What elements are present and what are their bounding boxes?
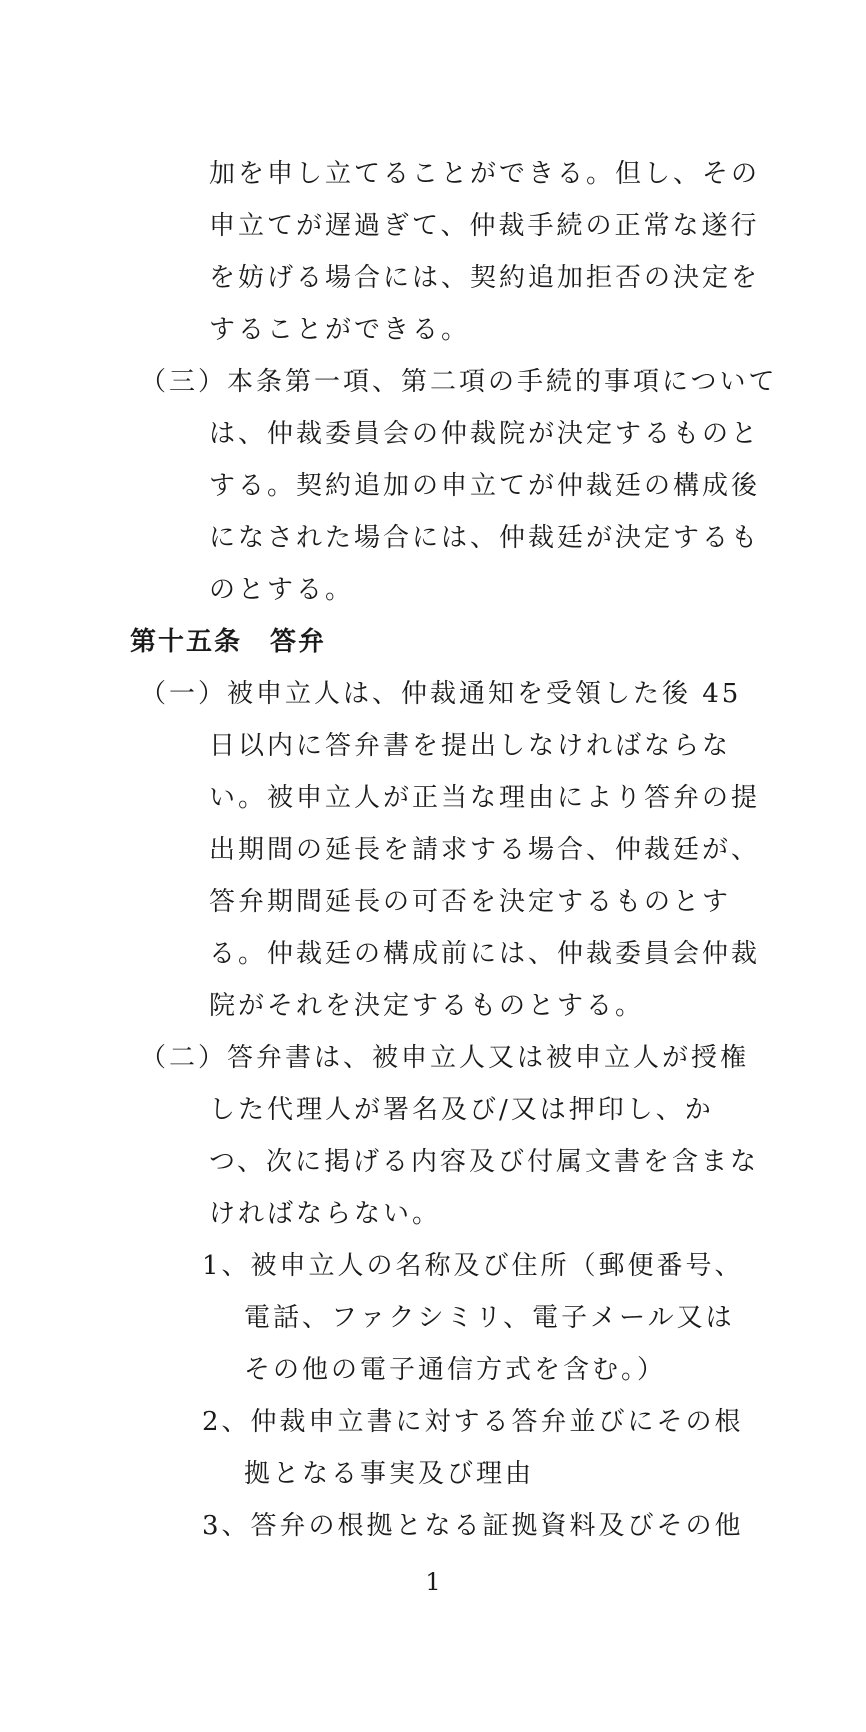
text-line: 申立てが遅過ぎて、仲裁手続の正常な遂行 bbox=[209, 211, 760, 241]
text-line: 答弁期間延長の可否を決定するものとす bbox=[209, 887, 732, 917]
article-heading: 第十五条 答弁 bbox=[130, 627, 327, 657]
list-item: 1、被申立人の名称及び住所（郵便番号、 bbox=[202, 1251, 744, 1281]
text-line: は、仲裁委員会の仲裁院が決定するものと bbox=[209, 419, 761, 449]
clause-item: （二）答弁書は、被申立人又は被申立人が授権 bbox=[140, 1043, 750, 1073]
text-line: 院がそれを決定するものとする。 bbox=[209, 991, 645, 1021]
text-line: 加を申し立てることができる。但し、その bbox=[209, 159, 761, 189]
text-line: した代理人が署名及び/又は押印し、か bbox=[209, 1095, 714, 1125]
text-line: 出期間の延長を請求する場合、仲裁廷が、 bbox=[209, 835, 761, 865]
text-line: することができる。 bbox=[209, 315, 471, 345]
text-line: する。契約追加の申立てが仲裁廷の構成後 bbox=[209, 471, 761, 501]
text-line: つ、次に掲げる内容及び付属文書を含まな bbox=[209, 1147, 759, 1177]
text-line: ければならない。 bbox=[209, 1199, 442, 1229]
clause-item: （三）本条第一項、第二項の手続的事項について bbox=[140, 367, 778, 397]
text-line: 電話、ファクシミリ、電子メール又は bbox=[244, 1303, 735, 1333]
text-line: のとする。 bbox=[209, 575, 355, 605]
text-line: 拠となる事実及び理由 bbox=[244, 1459, 535, 1489]
clause-item: （一）被申立人は、仲裁通知を受領した後 45 bbox=[140, 679, 742, 709]
page-number: 1 bbox=[425, 1568, 441, 1596]
text-line: になされた場合には、仲裁廷が決定するも bbox=[209, 523, 761, 553]
list-item: 3、答弁の根拠となる証拠資料及びその他 bbox=[202, 1511, 744, 1541]
list-item: 2、仲裁申立書に対する答弁並びにその根 bbox=[202, 1407, 744, 1437]
text-line: その他の電子通信方式を含む。） bbox=[244, 1355, 667, 1385]
text-line: を妨げる場合には、契約追加拒否の決定を bbox=[209, 263, 761, 293]
text-line: る。仲裁廷の構成前には、仲裁委員会仲裁 bbox=[209, 939, 761, 969]
text-line: 日以内に答弁書を提出しなければならな bbox=[209, 731, 732, 761]
text-line: い。被申立人が正当な理由により答弁の提 bbox=[209, 783, 761, 813]
